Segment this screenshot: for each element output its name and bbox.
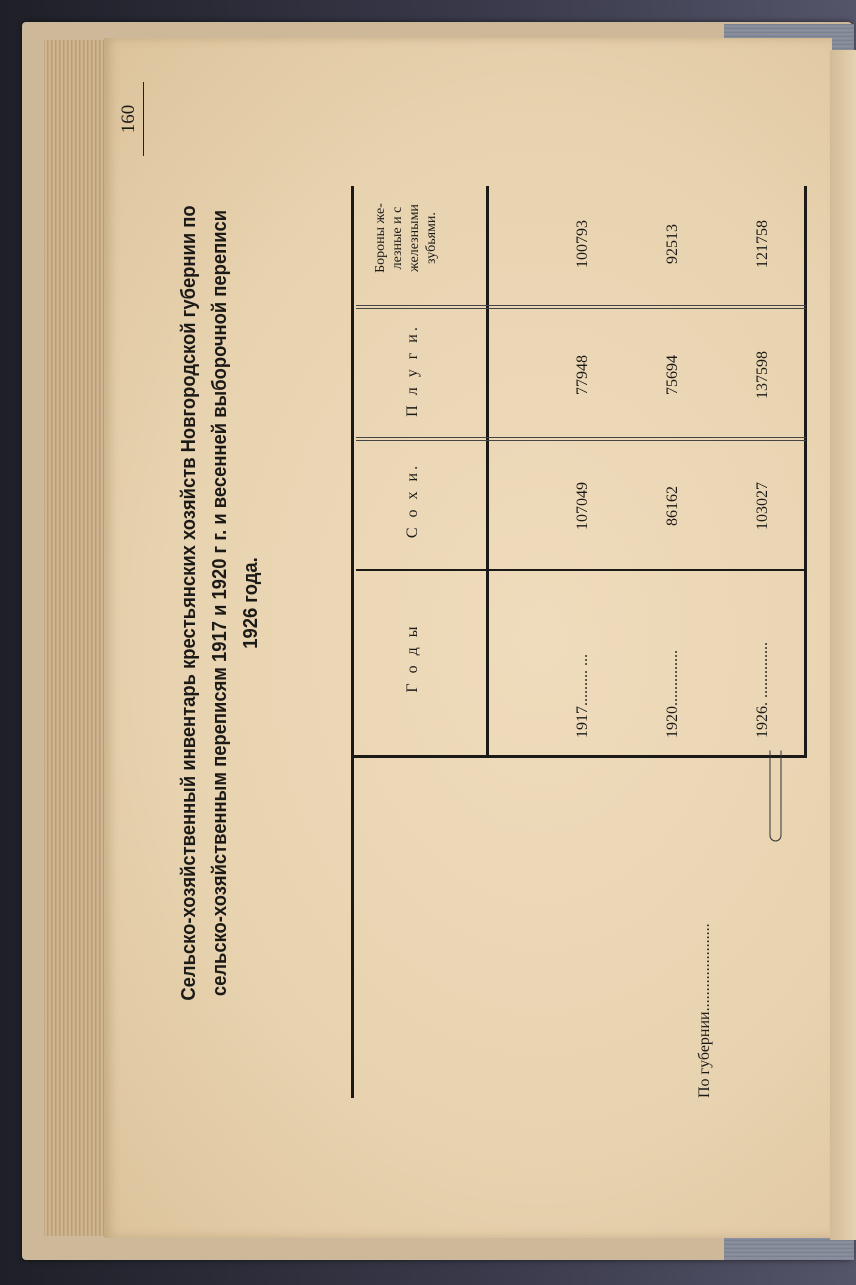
title-line-3: 1926 года.	[240, 557, 262, 649]
row-1920-year	[664, 650, 682, 738]
row-1917-plugi: 77948	[574, 355, 591, 395]
row-1926-plugi: 137598	[754, 351, 771, 399]
sokhi-plugi-rule	[356, 437, 806, 441]
header-plugi: П л у г и.	[404, 324, 421, 417]
header-sokhi: С о х и.	[404, 462, 421, 539]
header-borony-line-4: зубьями.	[424, 212, 439, 264]
region-label-dots: ......................	[696, 923, 713, 1012]
years-vertical-rule	[354, 756, 806, 759]
row-1917-borony: 100793	[574, 220, 591, 268]
row-1926-borony: 121758	[754, 220, 771, 268]
title-line-1: Сельско-хозяйственный инвентарь крестьянских хозяйств Новгородской губернии по	[178, 205, 200, 1001]
row-1917-year	[574, 654, 592, 738]
title-line-2: сельско-хозяйственным переписям 1917 и 1920 г г. и весенней выборочной переписи	[209, 209, 231, 997]
row-1917-sokhi: 107049	[574, 482, 591, 530]
row-1926-sokhi: 103027	[754, 482, 771, 530]
page-number: 160	[118, 82, 144, 156]
row-1920-year-value: 1920	[664, 706, 681, 738]
row-1926-year	[754, 642, 772, 738]
row-1926-dots: . ..............	[754, 642, 771, 706]
row-1917-year-value: 1917	[574, 706, 591, 738]
year-brace	[770, 751, 782, 842]
header-borony-line-3: железными	[407, 204, 422, 272]
row-1926-year-value: 1926	[754, 706, 771, 738]
row-1917-dots: ......... ...	[574, 654, 591, 706]
header-borony-line-2: лезные и с	[390, 206, 405, 270]
header-bottom-rule	[486, 186, 489, 758]
header-borony-line-1: Бороны же-	[373, 203, 388, 273]
header-years: Г о д ы	[404, 623, 421, 693]
row-1920-sokhi: 86162	[664, 486, 681, 526]
rotated-page-content	[104, 38, 832, 1238]
region-label	[696, 923, 714, 1098]
page-right-edge	[830, 50, 856, 1240]
header-borony	[372, 178, 440, 298]
plugi-borony-rule	[356, 305, 806, 309]
table-top-rule	[351, 186, 354, 1098]
region-label-text: По губернии	[696, 1011, 713, 1098]
table-title	[174, 129, 267, 1077]
table-bottom-rule	[804, 186, 807, 758]
row-1920-borony: 92513	[664, 224, 681, 264]
row-1920-dots: ..............	[664, 650, 681, 706]
row-1920-plugi: 75694	[664, 355, 681, 395]
years-sokhi-rule	[356, 569, 806, 571]
